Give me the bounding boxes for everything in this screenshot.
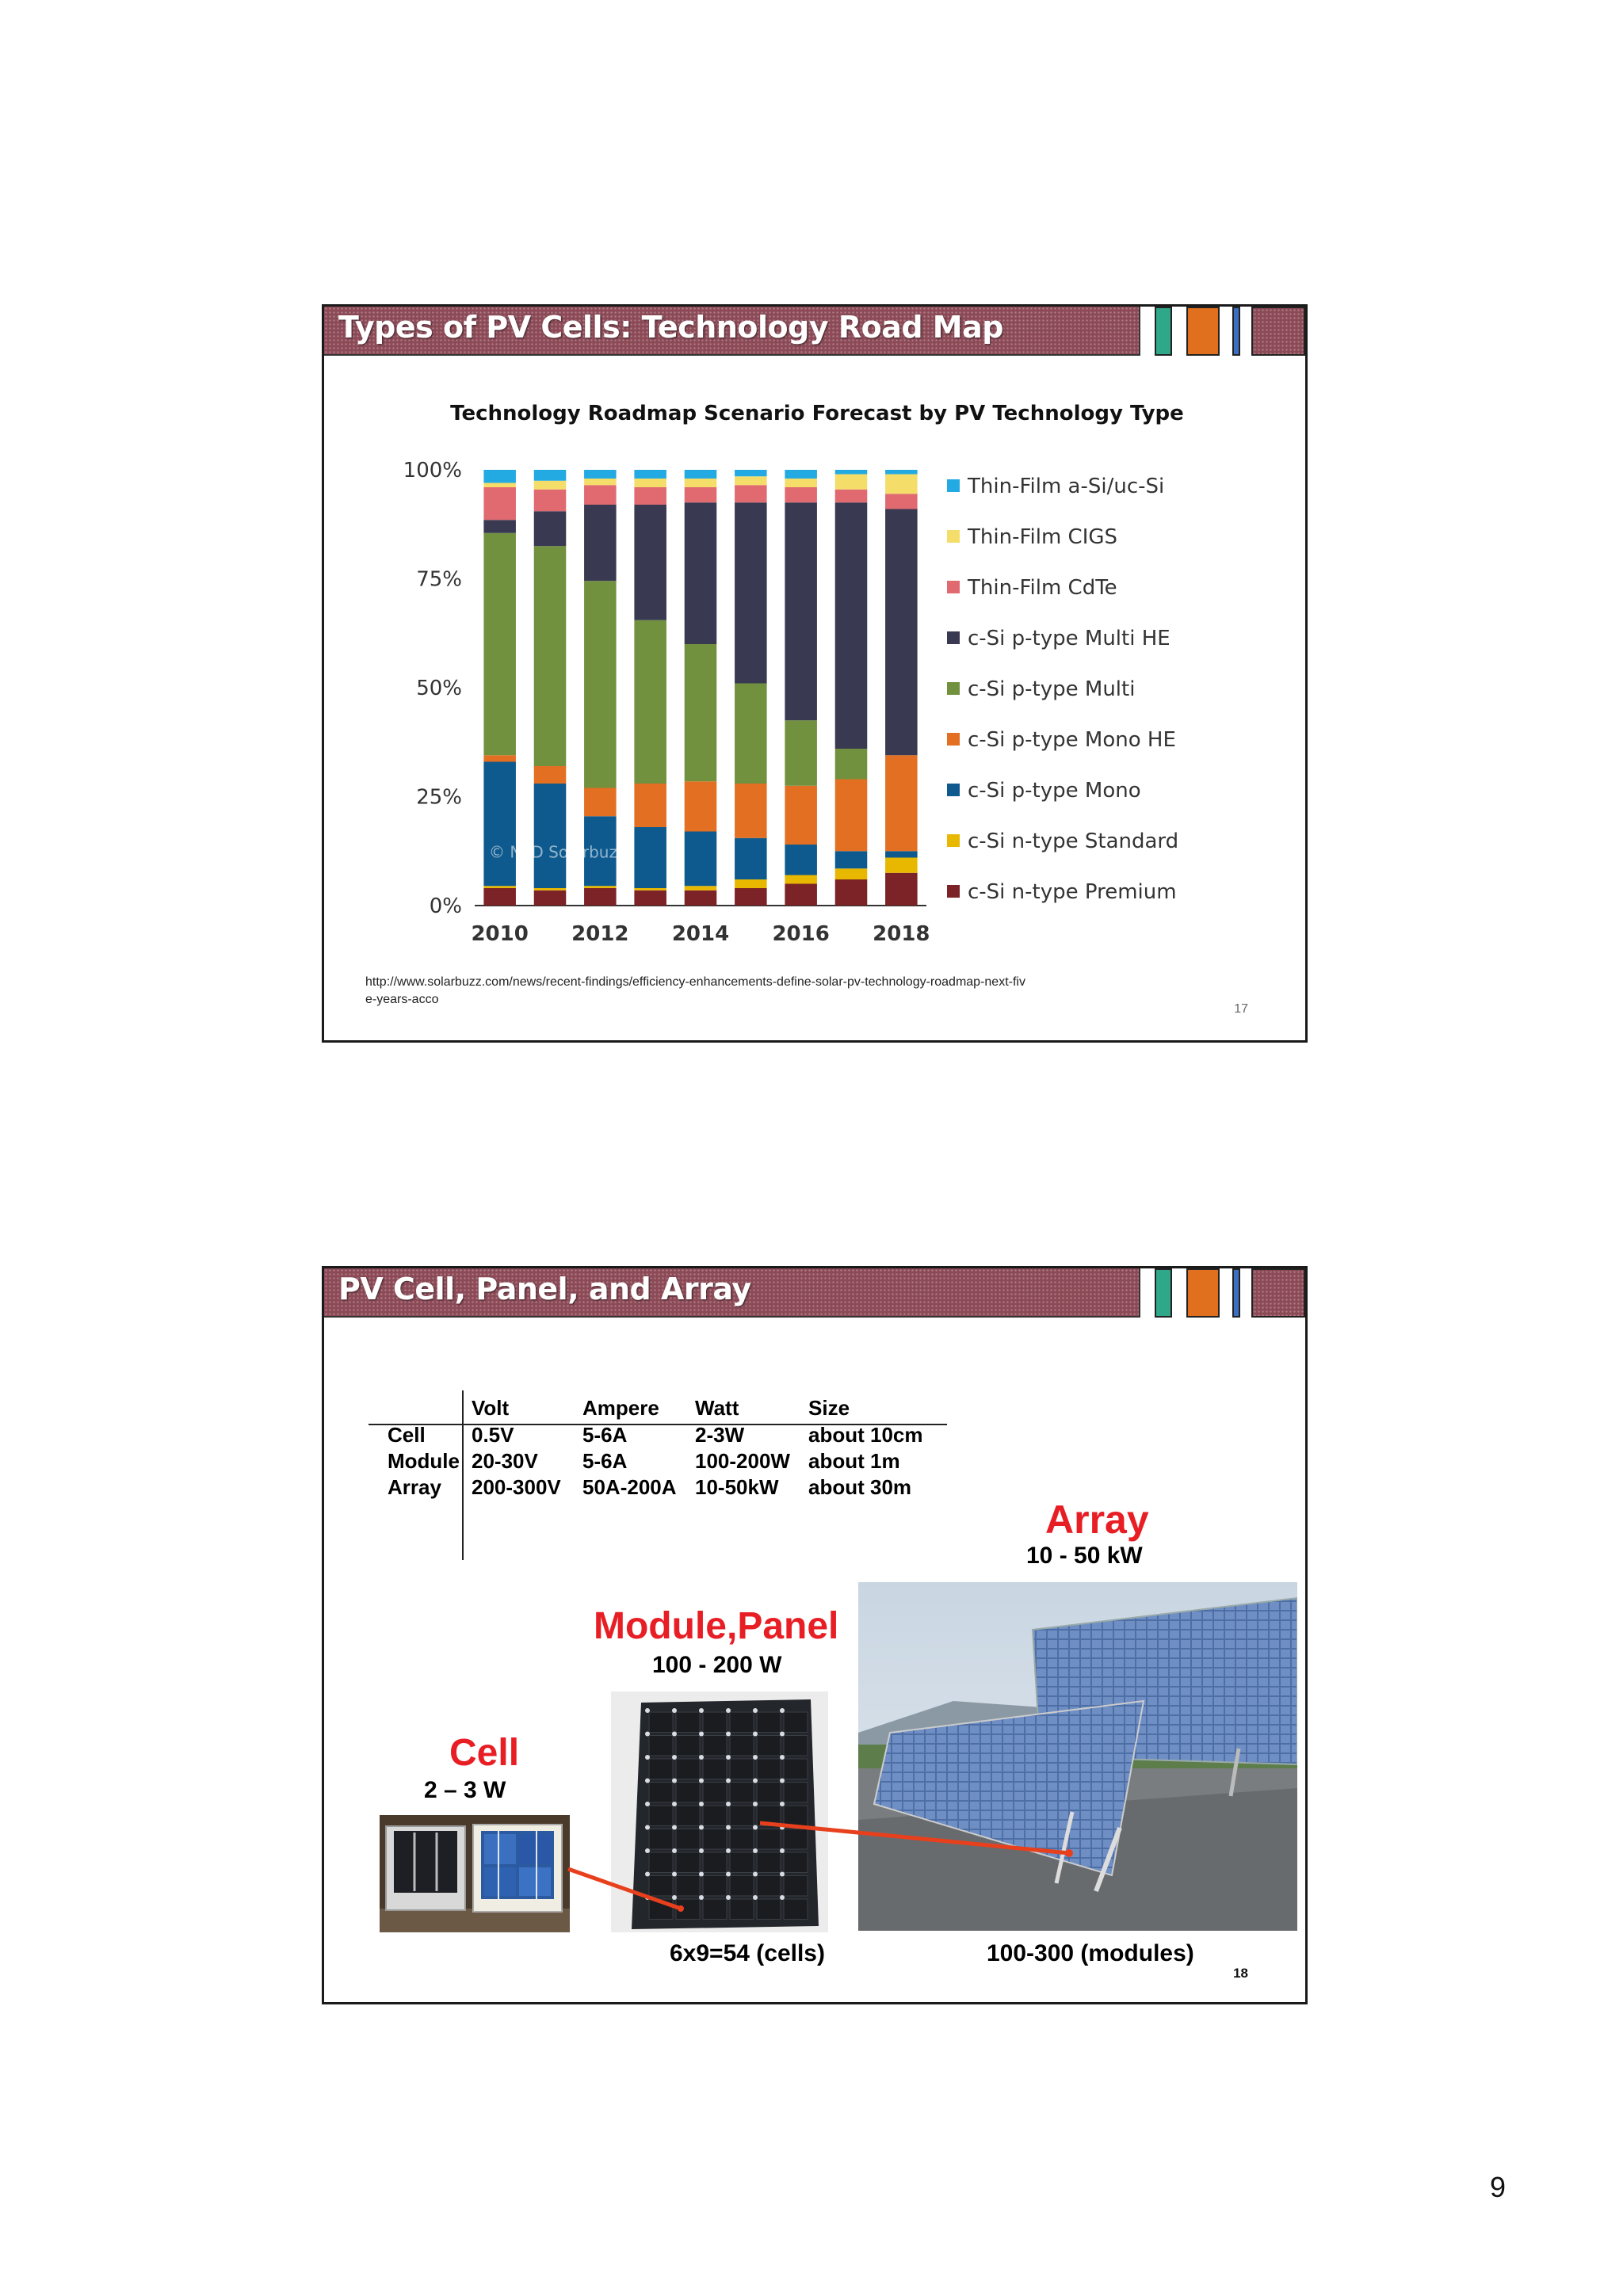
bar-segment: [785, 470, 817, 479]
module-cell: [757, 1806, 781, 1826]
module-cell-corner: [780, 1848, 785, 1853]
module-cell: [730, 1829, 754, 1850]
bar-segment: [534, 481, 567, 490]
module-cell: [676, 1829, 700, 1850]
bar-segment: [634, 505, 666, 620]
bar-segment: [584, 888, 617, 906]
module-cell: [703, 1759, 727, 1779]
title-accent-blue: [1232, 307, 1240, 356]
legend-swatch: [947, 834, 960, 847]
title-accent-orange: [1186, 1268, 1220, 1318]
legend-label: c-Si p-type Multi: [968, 677, 1136, 701]
bar-segment: [735, 879, 767, 888]
bar-segment: [735, 502, 767, 683]
table-row-label-cell: Cell: [388, 1423, 426, 1447]
module-cell-corner: [672, 1732, 677, 1737]
bar-segment: [534, 888, 567, 891]
module-cell-corner: [726, 1732, 731, 1737]
module-cell-corner: [753, 1825, 758, 1830]
bar-segment: [483, 755, 516, 761]
bar-segment: [584, 479, 617, 485]
cell-label: Cell: [449, 1732, 520, 1774]
solar-array-photo: [858, 1582, 1297, 1931]
legend-label: Thin-Film a-Si/uc-Si: [968, 475, 1165, 498]
bar-segment: [534, 470, 567, 481]
module-cell-corner: [699, 1895, 704, 1900]
title-accent-green: [1155, 307, 1172, 356]
module-cell: [649, 1806, 673, 1826]
title-accent-orange: [1186, 307, 1220, 356]
table-cell: about 1m: [808, 1449, 900, 1473]
module-cell: [757, 1829, 781, 1850]
x-tick-label: 2018: [873, 922, 930, 946]
module-cell: [703, 1829, 727, 1850]
module-cell: [784, 1876, 808, 1897]
module-cell: [703, 1876, 727, 1897]
module-cell: [784, 1806, 808, 1826]
module-cell-corner: [780, 1825, 785, 1830]
bar-segment: [483, 487, 516, 520]
module-cell: [784, 1712, 808, 1733]
chart-title: Technology Roadmap Scenario Forecast by PV Technology Type: [450, 402, 1184, 425]
stacked-bar-chart: [395, 457, 1204, 948]
table-cell: 5-6A: [582, 1449, 628, 1473]
module-caption: 6x9=54 (cells): [670, 1940, 825, 1966]
module-cell-corner: [672, 1708, 677, 1713]
slide-title: Types of PV Cells: Technology Road Map: [338, 310, 1003, 345]
module-cell: [730, 1759, 754, 1779]
x-tick-label: 2016: [772, 922, 830, 946]
table-header-volt: Volt: [472, 1396, 510, 1420]
title-accent-pattern: [1251, 307, 1305, 356]
bar-segment: [534, 511, 567, 546]
module-cell-corner: [672, 1802, 677, 1806]
bar-segment: [534, 766, 567, 784]
array-caption: 100-300 (modules): [987, 1940, 1194, 1966]
bar-segment: [685, 487, 717, 502]
module-cell-corner: [672, 1848, 677, 1853]
module-cell-corner: [672, 1872, 677, 1877]
bar-segment: [735, 684, 767, 784]
module-cell: [784, 1899, 808, 1920]
module-cell: [676, 1899, 700, 1920]
bar-segment: [483, 520, 516, 533]
module-cell: [757, 1759, 781, 1779]
module-cell-corner: [726, 1779, 731, 1783]
legend-label: c-Si p-type Mono: [968, 779, 1141, 803]
bar-segment: [634, 827, 666, 888]
module-cell-corner: [699, 1802, 704, 1806]
cell-power: 2 – 3 W: [424, 1777, 506, 1803]
bar-segment: [685, 832, 717, 887]
legend-label: c-Si n-type Standard: [968, 830, 1179, 853]
bar-segment: [534, 891, 567, 906]
module-cell-corner: [780, 1732, 785, 1737]
spec-table: [369, 1390, 947, 1560]
module-cell-corner: [672, 1895, 677, 1900]
bar-segment: [735, 838, 767, 879]
module-cell-corner: [726, 1802, 731, 1806]
bar-segment: [885, 509, 918, 756]
module-cell-corner: [753, 1802, 758, 1806]
table-cell: 5-6A: [582, 1423, 628, 1447]
bar-segment: [634, 620, 666, 784]
bar-segment: [735, 476, 767, 485]
module-cell: [784, 1759, 808, 1779]
x-tick-label: 2012: [571, 922, 629, 946]
bar-segment: [835, 780, 868, 852]
module-cell: [649, 1852, 673, 1873]
bar-segment: [685, 891, 717, 906]
module-power: 100 - 200 W: [652, 1652, 782, 1678]
module-cell-corner: [699, 1732, 704, 1737]
array-power: 10 - 50 kW: [1026, 1543, 1143, 1569]
bar-segment: [735, 784, 767, 838]
bar-segment: [483, 762, 516, 887]
module-cell-corner: [753, 1895, 758, 1900]
module-cell-corner: [645, 1825, 650, 1830]
module-cell-corner: [645, 1802, 650, 1806]
module-cell: [730, 1899, 754, 1920]
table-cell: 200-300V: [472, 1475, 561, 1499]
y-tick-label: 0%: [429, 894, 462, 918]
module-cell: [757, 1736, 781, 1756]
module-cell-corner: [699, 1708, 704, 1713]
module-cell: [730, 1876, 754, 1897]
bar-segment: [885, 494, 918, 509]
legend-swatch: [947, 784, 960, 796]
legend-label: Thin-Film CdTe: [968, 576, 1117, 600]
x-tick-label: 2010: [471, 922, 529, 946]
slide-title-bar: [324, 1268, 1140, 1318]
legend-swatch: [947, 530, 960, 543]
solar-cell-photo: [380, 1815, 570, 1932]
bar-segment: [835, 851, 868, 868]
module-cell-corner: [780, 1802, 785, 1806]
bar-segment: [785, 479, 817, 487]
module-cell-corner: [645, 1848, 650, 1853]
module-cell-corner: [699, 1755, 704, 1760]
bar-segment: [785, 884, 817, 906]
module-cell-corner: [780, 1779, 785, 1783]
module-cell-corner: [753, 1872, 758, 1877]
array-label: Array: [1045, 1497, 1149, 1542]
module-cell-corner: [645, 1732, 650, 1737]
y-tick-label: 25%: [416, 785, 462, 810]
bar-segment: [835, 470, 868, 475]
legend-label: c-Si p-type Multi HE: [968, 627, 1170, 650]
bar-segment: [835, 879, 868, 906]
bar-segment: [835, 502, 868, 749]
bar-segment: [835, 868, 868, 879]
table-divider-vertical: [462, 1390, 464, 1560]
table-cell: about 10cm: [808, 1423, 923, 1447]
module-cell-corner: [753, 1732, 758, 1737]
bar-segment: [584, 470, 617, 479]
bar-segment: [534, 490, 567, 512]
table-cell: 20-30V: [472, 1449, 538, 1473]
module-cell: [757, 1783, 781, 1803]
bar-segment: [735, 888, 767, 906]
module-cell-corner: [699, 1872, 704, 1877]
module-cell: [757, 1852, 781, 1873]
bar-segment: [835, 475, 868, 490]
module-cell-corner: [753, 1779, 758, 1783]
module-cell-corner: [645, 1895, 650, 1900]
table-row-label-module: Module: [388, 1449, 460, 1473]
watermark: © NPD Solarbuzz: [489, 842, 626, 862]
table-cell: 0.5V: [472, 1423, 514, 1447]
module-cell: [757, 1876, 781, 1897]
bar-segment: [685, 644, 717, 781]
bar-segment: [735, 485, 767, 502]
module-cell: [703, 1899, 727, 1920]
bar-segment: [685, 781, 717, 831]
module-cell: [649, 1783, 673, 1803]
x-tick-label: 2014: [671, 922, 730, 946]
y-tick-label: 50%: [416, 677, 462, 700]
module-cell: [649, 1712, 673, 1733]
module-cell: [703, 1783, 727, 1803]
bar-segment: [785, 786, 817, 845]
module-cell-corner: [645, 1872, 650, 1877]
slide-number: 18: [1233, 1966, 1248, 1981]
bar-segment: [885, 470, 918, 475]
bar-segment: [634, 891, 666, 906]
module-cell: [703, 1736, 727, 1756]
table-header-ampere: Ampere: [582, 1396, 659, 1420]
bar-segment: [634, 479, 666, 487]
module-cell-corner: [672, 1779, 677, 1783]
bar-segment: [785, 875, 817, 884]
module-cell-corner: [672, 1755, 677, 1760]
module-cell: [757, 1712, 781, 1733]
module-cell: [649, 1899, 673, 1920]
module-cell: [676, 1712, 700, 1733]
module-cell: [703, 1712, 727, 1733]
table-cell: about 30m: [808, 1475, 912, 1499]
bar-segment: [483, 470, 516, 483]
bar-segment: [735, 470, 767, 476]
bar-segment: [885, 858, 918, 873]
source-url: http://www.solarbuzz.com/news/recent-findings/efficiency-enhancements-define-solar-pv-technology-roadmap-next-five-years-acco: [365, 975, 1025, 1006]
module-cell: [703, 1852, 727, 1873]
bar-segment: [483, 533, 516, 756]
bar-segment: [785, 487, 817, 502]
module-cell: [649, 1759, 673, 1779]
module-cell: [676, 1759, 700, 1779]
table-row-label-array: Array: [388, 1475, 441, 1499]
legend-label: Thin-Film CIGS: [968, 525, 1118, 549]
module-cell-corner: [645, 1755, 650, 1760]
module-cell-corner: [699, 1779, 704, 1783]
y-tick-label: 75%: [416, 567, 462, 592]
bar-segment: [483, 483, 516, 488]
module-cell: [676, 1876, 700, 1897]
title-accent-blue: [1232, 1268, 1240, 1318]
bar-segment: [534, 546, 567, 766]
page-number: 9: [1490, 2171, 1507, 2203]
module-cell: [784, 1783, 808, 1803]
module-cell-corner: [780, 1755, 785, 1760]
legend-swatch: [947, 631, 960, 644]
bar-segment: [584, 886, 617, 888]
legend-swatch: [947, 682, 960, 695]
module-cell-corner: [726, 1755, 731, 1760]
slide-title-bar: [324, 307, 1140, 356]
solar-array-illustration: [858, 1582, 1297, 1931]
bar-segment: [483, 888, 516, 906]
module-cell: [676, 1783, 700, 1803]
table-header-watt: Watt: [695, 1396, 739, 1420]
module-cell-corner: [753, 1708, 758, 1713]
module-cell: [676, 1736, 700, 1756]
module-cell-corner: [780, 1895, 785, 1900]
module-cell: [784, 1852, 808, 1873]
bar-segment: [634, 888, 666, 891]
bar-segment: [785, 845, 817, 875]
module-cell-corner: [726, 1895, 731, 1900]
bar-segment: [685, 479, 717, 487]
module-cell-corner: [780, 1708, 785, 1713]
bar-segment: [685, 470, 717, 479]
module-cell-corner: [672, 1825, 677, 1830]
bar-segment: [885, 851, 918, 857]
module-cell-corner: [780, 1872, 785, 1877]
bar-segment: [685, 886, 717, 891]
module-cell-corner: [699, 1825, 704, 1830]
bar-segment: [584, 505, 617, 581]
solar-module-photo: [611, 1691, 828, 1932]
table-cell: 50A-200A: [582, 1475, 677, 1499]
module-cell-corner: [645, 1708, 650, 1713]
module-cell: [730, 1736, 754, 1756]
module-label: Module,Panel: [594, 1605, 839, 1647]
legend-swatch: [947, 885, 960, 898]
module-cell: [676, 1806, 700, 1826]
bar-segment: [534, 784, 567, 888]
bar-segment: [634, 487, 666, 505]
bar-segment: [584, 788, 617, 817]
title-accent-pattern: [1251, 1268, 1305, 1318]
bar-segment: [584, 581, 617, 788]
title-accent-green: [1155, 1268, 1172, 1318]
module-cell: [676, 1852, 700, 1873]
slide-title: PV Cell, Panel, and Array: [338, 1272, 751, 1306]
module-cell: [649, 1876, 673, 1897]
module-cell-corner: [753, 1848, 758, 1853]
solar-module-illustration: [611, 1691, 828, 1932]
table-cell: 100-200W: [695, 1449, 790, 1473]
bar-segment: [885, 755, 918, 851]
bar-segment: [885, 873, 918, 906]
bar-segment: [785, 502, 817, 720]
module-cell: [784, 1736, 808, 1756]
bar-segment: [885, 475, 918, 494]
module-cell: [757, 1899, 781, 1920]
table-cell: 10-50kW: [695, 1475, 779, 1499]
bar-segment: [634, 470, 666, 479]
bar-segment: [685, 502, 717, 644]
bar-segment: [785, 720, 817, 786]
bar-segment: [634, 784, 666, 827]
module-cell-corner: [726, 1825, 731, 1830]
module-cell: [730, 1852, 754, 1873]
module-cell-corner: [753, 1755, 758, 1760]
module-cell: [730, 1806, 754, 1826]
bar-segment: [584, 485, 617, 505]
module-cell-corner: [645, 1779, 650, 1783]
module-cell: [730, 1712, 754, 1733]
legend-swatch: [947, 479, 960, 492]
legend-label: c-Si p-type Mono HE: [968, 728, 1176, 752]
solar-cell-illustration: [380, 1815, 570, 1932]
module-cell-corner: [699, 1848, 704, 1853]
legend-swatch: [947, 581, 960, 593]
module-cell: [649, 1829, 673, 1850]
legend-label: c-Si n-type Premium: [968, 880, 1177, 904]
bar-segment: [835, 749, 868, 780]
module-cell: [703, 1806, 727, 1826]
table-cell: 2-3W: [695, 1423, 745, 1447]
slide-pv-cell-panel-array: [322, 1266, 1308, 2004]
slide-technology-roadmap: [322, 304, 1308, 1043]
module-cell-corner: [726, 1872, 731, 1877]
module-cell-corner: [726, 1848, 731, 1853]
table-header-size: Size: [808, 1396, 850, 1420]
module-cell-corner: [726, 1708, 731, 1713]
legend-swatch: [947, 733, 960, 746]
module-cell: [730, 1783, 754, 1803]
module-cell: [784, 1829, 808, 1850]
slide-number: 17: [1234, 1002, 1248, 1016]
y-tick-label: 100%: [403, 459, 462, 482]
bar-segment: [835, 490, 868, 503]
module-cell: [649, 1736, 673, 1756]
bar-segment: [483, 886, 516, 888]
